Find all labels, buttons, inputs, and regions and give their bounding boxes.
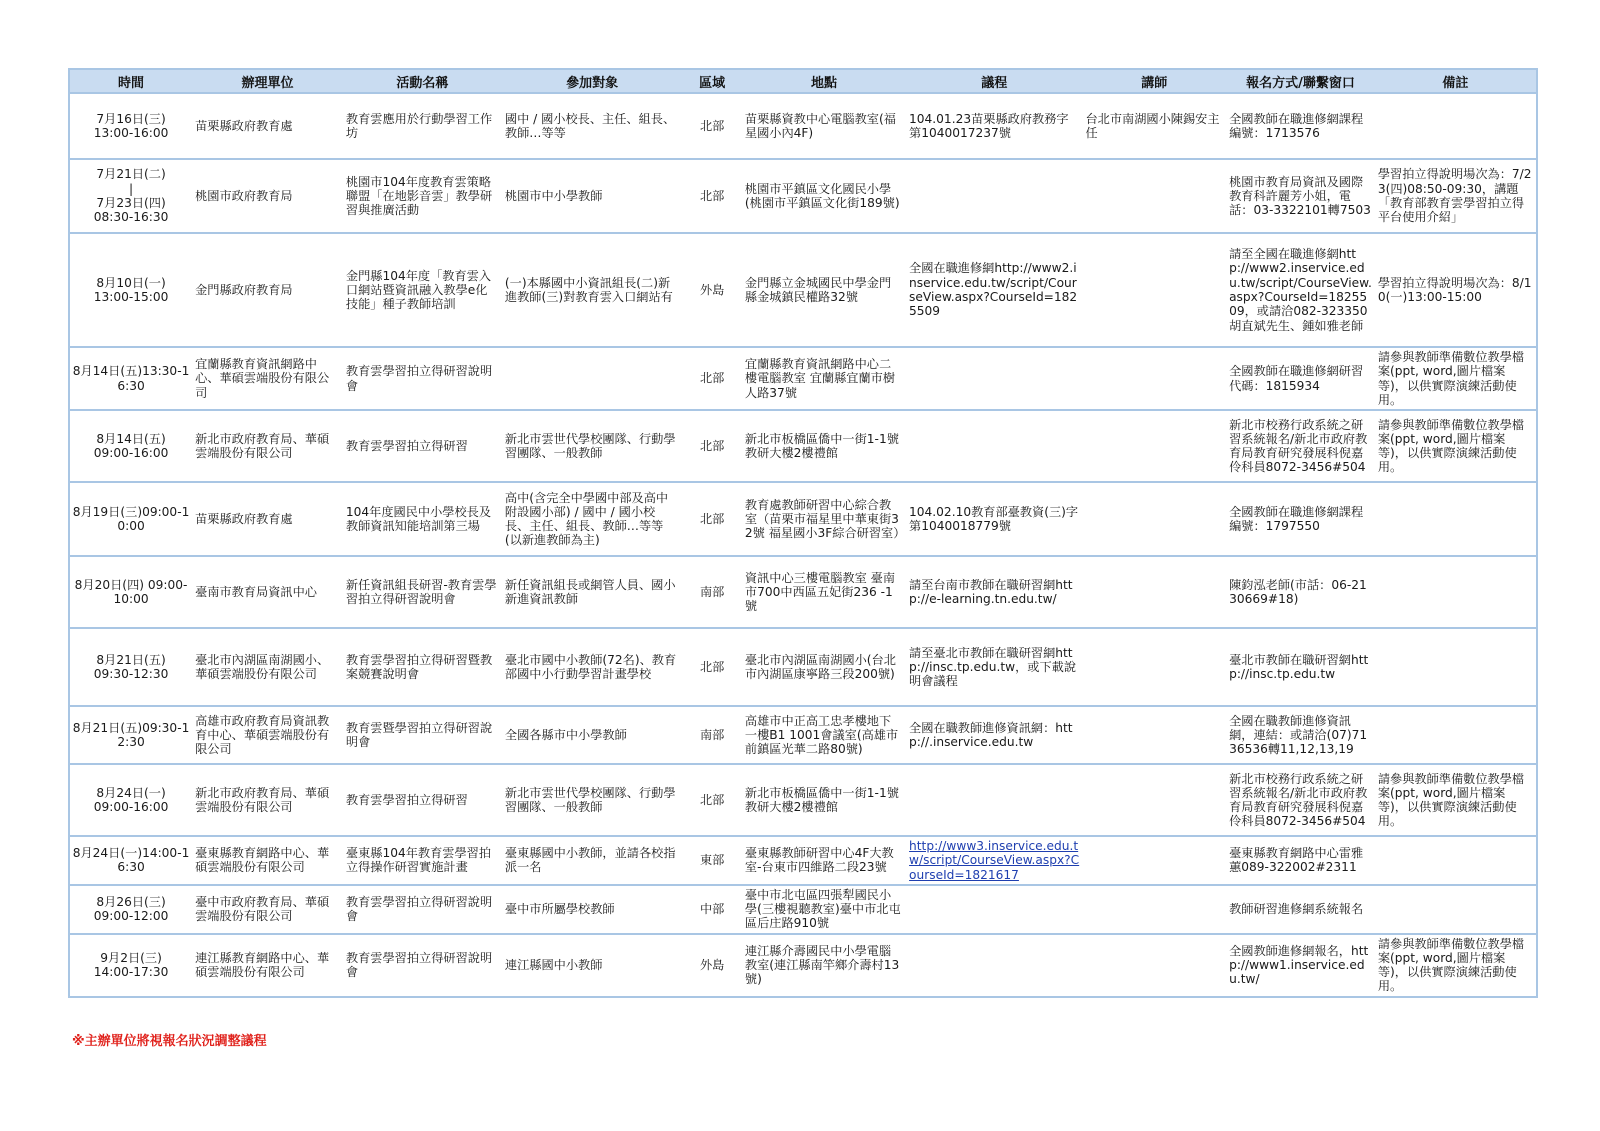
cell-time xyxy=(69,764,192,836)
cell-region: 北部 xyxy=(682,764,741,836)
table-body xyxy=(69,93,1537,997)
cell-time xyxy=(69,885,192,934)
cell-registration: 臺東縣教育網路中心雷雅蕙089-322002#2311 xyxy=(1226,836,1375,885)
cell-lecturer xyxy=(1082,410,1226,482)
cell-location: 金門縣立金城國民中學金門縣金城鎮民權路32號 xyxy=(742,233,906,347)
cell-activity: 教育雲學習拍立得研習 xyxy=(343,410,502,482)
cell-time xyxy=(69,706,192,764)
cell-lecturer xyxy=(1082,706,1226,764)
header-row xyxy=(69,69,1537,93)
cell-agenda xyxy=(906,410,1082,482)
cell-remarks: 學習拍立得說明場次為：7/23(四)08:50-09:30，講題「教育部教育雲學習拍立得平台使用介紹」 xyxy=(1375,159,1537,233)
cell-time xyxy=(69,410,192,482)
cell-activity: 教育雲學習拍立得研習說明會 xyxy=(343,885,502,934)
cell-lecturer xyxy=(1082,159,1226,233)
cell-registration: 陳鈞泓老師(市話：06-2130669#18) xyxy=(1226,556,1375,628)
cell-organizer: 金門縣政府教育局 xyxy=(192,233,343,347)
table-row xyxy=(69,93,1537,159)
cell-activity: 新任資訊組長研習-教育雲學習拍立得研習說明會 xyxy=(343,556,502,628)
footnote: ※主辦單位將視報名狀況調整議程 xyxy=(72,1034,267,1049)
cell-agenda xyxy=(906,764,1082,836)
header-audience: 參加對象 xyxy=(502,69,683,93)
header-location: 地點 xyxy=(742,69,906,93)
cell-registration: 請至全國在職進修網http://www2.inservice.edu.tw/script/CourseView.aspx?CourseId=1825509，或請洽082-323350胡直斌先生、鍾如雅老師 xyxy=(1226,233,1375,347)
cell-time xyxy=(69,556,192,628)
cell-remarks: 請參與教師準備數位教學檔案(ppt, word,圖片檔案等)，以供實際演練活動使用。 xyxy=(1375,764,1537,836)
time-line: 8月21日(五)09:30-12:30 xyxy=(72,720,190,750)
cell-location: 教育處教師研習中心綜合教室（苗栗市福星里中華東街32號 福星國小3F綜合研習室） xyxy=(742,482,906,556)
cell-remarks xyxy=(1375,885,1537,934)
header-remarks: 備註 xyxy=(1375,69,1537,93)
cell-location: 臺東縣教師研習中心4F大教室-台東市四維路二段23號 xyxy=(742,836,906,885)
cell-time xyxy=(69,628,192,706)
cell-registration: 教師研習進修網系統報名 xyxy=(1226,885,1375,934)
header-time: 時間 xyxy=(69,69,192,93)
cell-organizer: 苗栗縣政府教育處 xyxy=(192,93,343,159)
cell-remarks xyxy=(1375,556,1537,628)
header-registration: 報名方式/聯繫窗口 xyxy=(1226,69,1375,93)
cell-lecturer xyxy=(1082,764,1226,836)
time-line: 08:30-16:30 xyxy=(93,210,169,225)
cell-remarks: 學習拍立得說明場次為：8/10(一)13:00-15:00 xyxy=(1375,233,1537,347)
cell-agenda xyxy=(906,347,1082,410)
table-row xyxy=(69,934,1537,997)
time-line: 9月2日(三) xyxy=(100,950,162,965)
cell-audience: 連江縣國中小教師 xyxy=(502,934,683,997)
cell-organizer: 桃園市政府教育局 xyxy=(192,159,343,233)
cell-lecturer xyxy=(1082,482,1226,556)
cell-agenda: 全國在職教師進修資訊網：http://.inservice.edu.tw xyxy=(906,706,1082,764)
time-line: 7月21日(二) xyxy=(96,167,166,182)
cell-audience: 新任資訊組長或網管人員、國小新進資訊教師 xyxy=(502,556,683,628)
cell-remarks: 請參與教師準備數位教學檔案(ppt, word,圖片檔案等)，以供實際演練活動使用。 xyxy=(1375,934,1537,997)
time-line: 8月19日(三)09:00-10:00 xyxy=(72,504,190,534)
cell-agenda: 104.01.23苗栗縣政府教務字第1040017237號 xyxy=(906,93,1082,159)
cell-region: 北部 xyxy=(682,159,741,233)
cell-organizer: 高雄市政府教育局資訊教育中心、華碩雲端股份有限公司 xyxy=(192,706,343,764)
cell-organizer: 臺東縣教育網路中心、華碩雲端股份有限公司 xyxy=(192,836,343,885)
cell-location: 苗栗縣資教中心電腦教室(福星國小內4F) xyxy=(742,93,906,159)
table-header xyxy=(69,69,1537,93)
cell-remarks: 請參與教師準備數位教學檔案(ppt, word,圖片檔案等)，以供實際演練活動使用。 xyxy=(1375,347,1537,410)
cell-agenda xyxy=(906,159,1082,233)
time-line: 8月10日(一) xyxy=(96,275,166,290)
cell-registration: 全國在職教師進修資訊網，連結：或請洽(07)7136536轉11,12,13,19 xyxy=(1226,706,1375,764)
cell-agenda: 104.02.10教育部臺教資(三)字第1040018779號 xyxy=(906,482,1082,556)
table-row xyxy=(69,410,1537,482)
cell-activity: 教育雲學習拍立得研習 xyxy=(343,764,502,836)
cell-location: 臺中市北屯區四張犁國民小學(三樓視聽教室)臺中市北屯區后庄路910號 xyxy=(742,885,906,934)
cell-organizer: 苗栗縣政府教育處 xyxy=(192,482,343,556)
cell-time xyxy=(69,159,192,233)
time-line: 13:00-16:00 xyxy=(93,126,169,140)
cell-location: 資訊中心三樓電腦教室 臺南市700中西區五妃街236 -1號 xyxy=(742,556,906,628)
cell-registration: 臺北市教師在職研習網http://insc.tp.edu.tw xyxy=(1226,628,1375,706)
cell-time xyxy=(69,233,192,347)
cell-audience: 全國各縣市中小學教師 xyxy=(502,706,683,764)
time-line: 8月24日(一)14:00-16:30 xyxy=(72,846,190,875)
header-region: 區域 xyxy=(682,69,741,93)
cell-region: 外島 xyxy=(682,233,741,347)
time-line: 8月21日(五) xyxy=(96,652,166,667)
time-line: 8月14日(五) xyxy=(96,431,166,446)
cell-lecturer xyxy=(1082,885,1226,934)
time-line: 09:00-16:00 xyxy=(93,800,169,815)
cell-activity: 桃園市104年度教育雲策略聯盟「在地影音雲」教學研習與推廣活動 xyxy=(343,159,502,233)
cell-lecturer xyxy=(1082,556,1226,628)
time-line: 7月23日(四) xyxy=(96,196,166,210)
cell-region: 中部 xyxy=(682,885,741,934)
cell-region: 南部 xyxy=(682,556,741,628)
cell-registration: 全國教師在職進修網研習代碼：1815934 xyxy=(1226,347,1375,410)
table-row xyxy=(69,347,1537,410)
cell-audience: 國中 / 國小校長、主任、組長、教師…等等 xyxy=(502,93,683,159)
header-lecturer: 講師 xyxy=(1082,69,1226,93)
cell-audience: 臺北市國中小教師(72名)、教育部國中小行動學習計畫學校 xyxy=(502,628,683,706)
cell-region: 北部 xyxy=(682,482,741,556)
cell-location: 宜蘭縣教育資訊網路中心二樓電腦教室 宜蘭縣宜蘭市樹人路37號 xyxy=(742,347,906,410)
schedule-table-container xyxy=(68,68,1538,998)
cell-organizer: 新北市政府教育局、華碩雲端股份有限公司 xyxy=(192,410,343,482)
time-line: 7月16日(三) xyxy=(96,111,166,126)
cell-location: 連江縣介壽國民中小學電腦教室(連江縣南竿鄉介壽村13號) xyxy=(742,934,906,997)
cell-activity: 104年度國民中小學校長及教師資訊知能培訓第三場 xyxy=(343,482,502,556)
cell-agenda xyxy=(906,885,1082,934)
table-row xyxy=(69,706,1537,764)
cell-remarks xyxy=(1375,836,1537,885)
cell-remarks: 請參與教師準備數位教學檔案(ppt, word,圖片檔案等)，以供實際演練活動使用。 xyxy=(1375,410,1537,482)
cell-organizer: 宜蘭縣教育資訊網路中心、華碩雲端股份有限公司 xyxy=(192,347,343,410)
table-row xyxy=(69,764,1537,836)
cell-time xyxy=(69,93,192,159)
cell-lecturer xyxy=(1082,934,1226,997)
table-row xyxy=(69,628,1537,706)
cell-registration: 桃園市教育局資訊及國際教育科許麗芳小姐，電話：03-3322101轉7503 xyxy=(1226,159,1375,233)
cell-time xyxy=(69,934,192,997)
cell-agenda[interactable]: http://www3.inservice.edu.tw/script/CourseView.aspx?CourseId=1821617 xyxy=(906,836,1082,885)
table-row xyxy=(69,885,1537,934)
cell-organizer: 連江縣教育網路中心、華碩雲端股份有限公司 xyxy=(192,934,343,997)
cell-registration: 新北市校務行政系統之研習系統報名/新北市政府教育局教育研究發展科倪嘉伶科員8072-3456#504 xyxy=(1226,764,1375,836)
cell-lecturer: 台北市南湖國小陳錫安主任 xyxy=(1082,93,1226,159)
time-line: 8月20日(四) 09:00-10:00 xyxy=(74,577,188,607)
cell-activity: 教育雲暨學習拍立得研習說明會 xyxy=(343,706,502,764)
cell-location: 臺北市內湖區南湖國小(台北市內湖區康寧路三段200號) xyxy=(742,628,906,706)
cell-location: 新北市板橋區僑中一街1-1號教研大樓2樓禮館 xyxy=(742,764,906,836)
cell-lecturer xyxy=(1082,347,1226,410)
cell-time xyxy=(69,347,192,410)
cell-organizer: 臺南市教育局資訊中心 xyxy=(192,556,343,628)
cell-audience: 新北市雲世代學校團隊、行動學習團隊、一般教師 xyxy=(502,410,683,482)
cell-organizer: 新北市政府教育局、華碩雲端股份有限公司 xyxy=(192,764,343,836)
cell-lecturer xyxy=(1082,836,1226,885)
cell-region: 北部 xyxy=(682,628,741,706)
cell-activity: 教育雲學習拍立得研習說明會 xyxy=(343,934,502,997)
time-line: 14:00-17:30 xyxy=(93,965,169,980)
time-line: 09:30-12:30 xyxy=(93,667,169,682)
cell-lecturer xyxy=(1082,233,1226,347)
cell-location: 新北市板橋區僑中一街1-1號教研大樓2樓禮館 xyxy=(742,410,906,482)
cell-region: 東部 xyxy=(682,836,741,885)
cell-registration: 新北市校務行政系統之研習系統報名/新北市政府教育局教育研究發展科倪嘉伶科員8072-3456#504 xyxy=(1226,410,1375,482)
cell-remarks xyxy=(1375,482,1537,556)
cell-activity: 金門縣104年度「教育雲入口網站暨資訊融入教學e化技能」種子教師培訓 xyxy=(343,233,502,347)
cell-audience xyxy=(502,347,683,410)
cell-audience: 高中(含完全中學國中部及高中附設國小部) / 國中 / 國小校長、主任、組長、教師…等等(以新進教師為主) xyxy=(502,482,683,556)
cell-audience: 臺東縣國中小教師，並請各校指派一名 xyxy=(502,836,683,885)
table-row xyxy=(69,233,1537,347)
cell-region: 南部 xyxy=(682,706,741,764)
table-row xyxy=(69,556,1537,628)
time-line: 8月26日(三) xyxy=(96,894,166,909)
cell-lecturer xyxy=(1082,628,1226,706)
cell-audience: 臺中市所屬學校教師 xyxy=(502,885,683,934)
table-row xyxy=(69,482,1537,556)
time-line: 09:00-12:00 xyxy=(93,909,169,924)
table-row xyxy=(69,836,1537,885)
time-line: 13:00-15:00 xyxy=(93,290,169,304)
cell-location: 高雄市中正高工忠孝樓地下一樓B1 1001會議室(高雄市前鎮區光華二路80號) xyxy=(742,706,906,764)
cell-remarks xyxy=(1375,93,1537,159)
time-line: 8月24日(一) xyxy=(96,785,166,800)
cell-location: 桃園市平鎮區文化國民小學(桃園市平鎮區文化街189號) xyxy=(742,159,906,233)
cell-region: 外島 xyxy=(682,934,741,997)
schedule-table xyxy=(68,68,1538,998)
header-organizer: 辦理單位 xyxy=(192,69,343,93)
header-agenda: 議程 xyxy=(906,69,1082,93)
cell-audience: 新北市雲世代學校團隊、行動學習團隊、一般教師 xyxy=(502,764,683,836)
cell-agenda: 全國在職進修網http://www2.inservice.edu.tw/script/CourseView.aspx?CourseId=1825509 xyxy=(906,233,1082,347)
time-line: 09:00-16:00 xyxy=(93,446,169,461)
cell-registration: 全國教師進修網報名，http://www1.inservice.edu.tw/ xyxy=(1226,934,1375,997)
cell-activity: 教育雲學習拍立得研習暨教案競賽說明會 xyxy=(343,628,502,706)
cell-activity: 教育雲學習拍立得研習說明會 xyxy=(343,347,502,410)
cell-audience: 桃園市中小學教師 xyxy=(502,159,683,233)
cell-region: 北部 xyxy=(682,347,741,410)
cell-activity: 教育雲應用於行動學習工作坊 xyxy=(343,93,502,159)
cell-region: 北部 xyxy=(682,410,741,482)
cell-registration: 全國教師在職進修網課程編號：1797550 xyxy=(1226,482,1375,556)
cell-registration: 全國教師在職進修網課程編號：1713576 xyxy=(1226,93,1375,159)
header-activity: 活動名稱 xyxy=(343,69,502,93)
cell-agenda xyxy=(906,934,1082,997)
time-line: | xyxy=(128,181,134,196)
cell-activity: 臺東縣104年教育雲學習拍立得操作研習實施計畫 xyxy=(343,836,502,885)
time-line: 8月14日(五)13:30-16:30 xyxy=(72,364,190,393)
cell-agenda: 請至台南市教師在職研習網http://e-learning.tn.edu.tw/ xyxy=(906,556,1082,628)
table-row xyxy=(69,159,1537,233)
cell-remarks xyxy=(1375,628,1537,706)
cell-remarks xyxy=(1375,706,1537,764)
cell-audience: (一)本縣國中小資訊組長(二)新進教師(三)對教育雲入口網站有 xyxy=(502,233,683,347)
cell-organizer: 臺中市政府教育局、華碩雲端股份有限公司 xyxy=(192,885,343,934)
cell-organizer: 臺北市內湖區南湖國小、華碩雲端股份有限公司 xyxy=(192,628,343,706)
cell-agenda: 請至臺北市教師在職研習網http://insc.tp.edu.tw，或下載說明會議程 xyxy=(906,628,1082,706)
cell-time xyxy=(69,482,192,556)
cell-time xyxy=(69,836,192,885)
cell-region: 北部 xyxy=(682,93,741,159)
